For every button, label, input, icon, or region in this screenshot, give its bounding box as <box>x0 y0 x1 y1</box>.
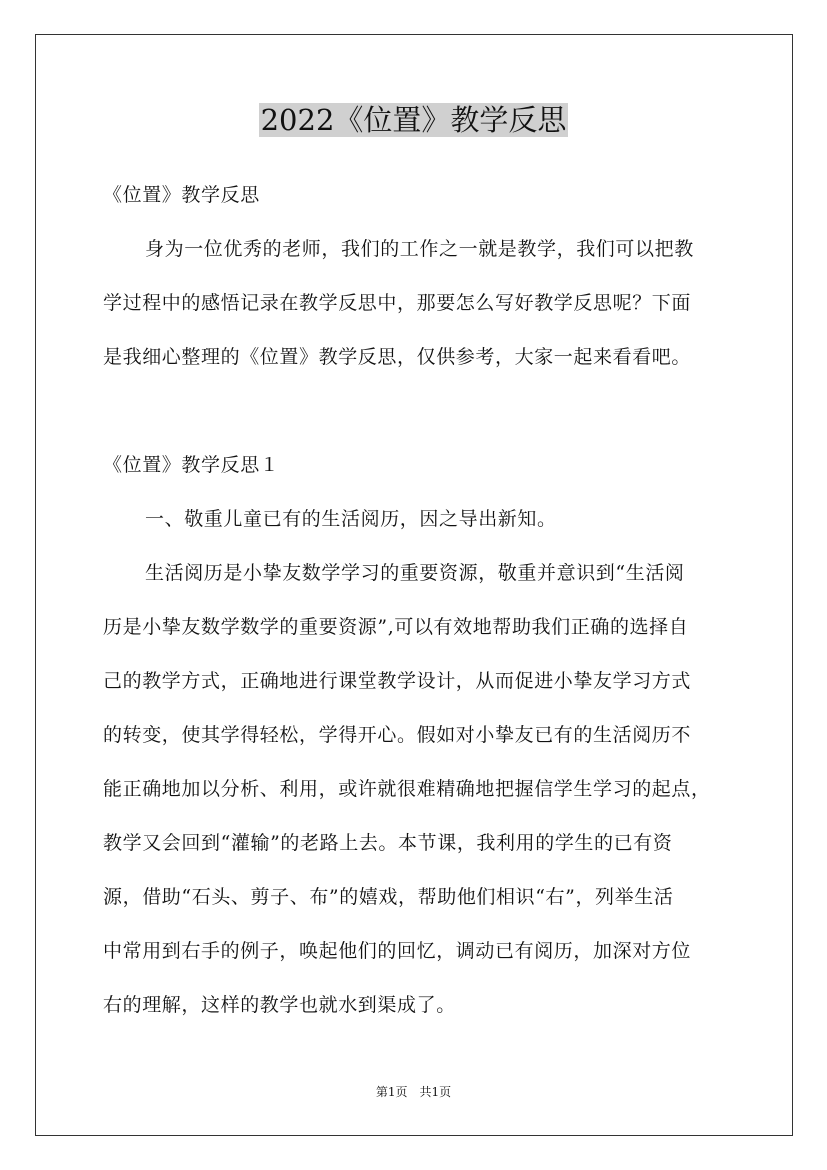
paragraph-line: 右的理解，这样的教学也就水到渠成了。 <box>103 994 456 1016</box>
paragraph-line: 历是小挚友数学数学的重要资源”,可以有效地帮助我们正确的选择自 <box>103 616 689 638</box>
section-heading: 《位置》教学反思１ <box>103 454 280 476</box>
document-title-text: 2022《位置》教学反思 <box>260 103 567 137</box>
document-title <box>0 99 827 141</box>
paragraph-line: 一、敬重儿童已有的生活阅历，因之导出新知。 <box>145 508 557 530</box>
paragraph-line: 的转变，使其学得轻松，学得开心。假如对小挚友已有的生活阅历不 <box>103 724 692 746</box>
paragraph-line: 生活阅历是小挚友数学学习的重要资源，敬重并意识到“生活阅 <box>145 562 685 584</box>
paragraph-line: 身为一位优秀的老师，我们的工作之一就是教学，我们可以把教 <box>145 238 694 260</box>
subtitle-line: 《位置》教学反思 <box>103 184 260 206</box>
paragraph-line: 源，借助“石头、剪子、布”的嬉戏，帮助他们相识“右”，列举生活 <box>103 886 674 908</box>
paragraph-line: 己的教学方式，正确地进行课堂教学设计，从而促进小挚友学习方式 <box>103 670 692 692</box>
paragraph-line: 教学又会回到“灌输”的老路上去。本节课，我利用的学生的已有资 <box>103 832 673 854</box>
paragraph-line: 学过程中的感悟记录在教学反思中，那要怎么写好教学反思呢？下面 <box>103 292 692 314</box>
paragraph-line: 能正确地加以分析、利用，或许就很难精确地把握信学生学习的起点， <box>103 778 711 800</box>
paragraph-line: 是我细心整理的《位置》教学反思，仅供参考，大家一起来看看吧。 <box>103 346 692 368</box>
page-footer: 第1页 共1页 <box>375 1085 452 1099</box>
paragraph-line: 中常用到右手的例子，唤起他们的回忆，调动已有阅历，加深对方位 <box>103 940 692 962</box>
